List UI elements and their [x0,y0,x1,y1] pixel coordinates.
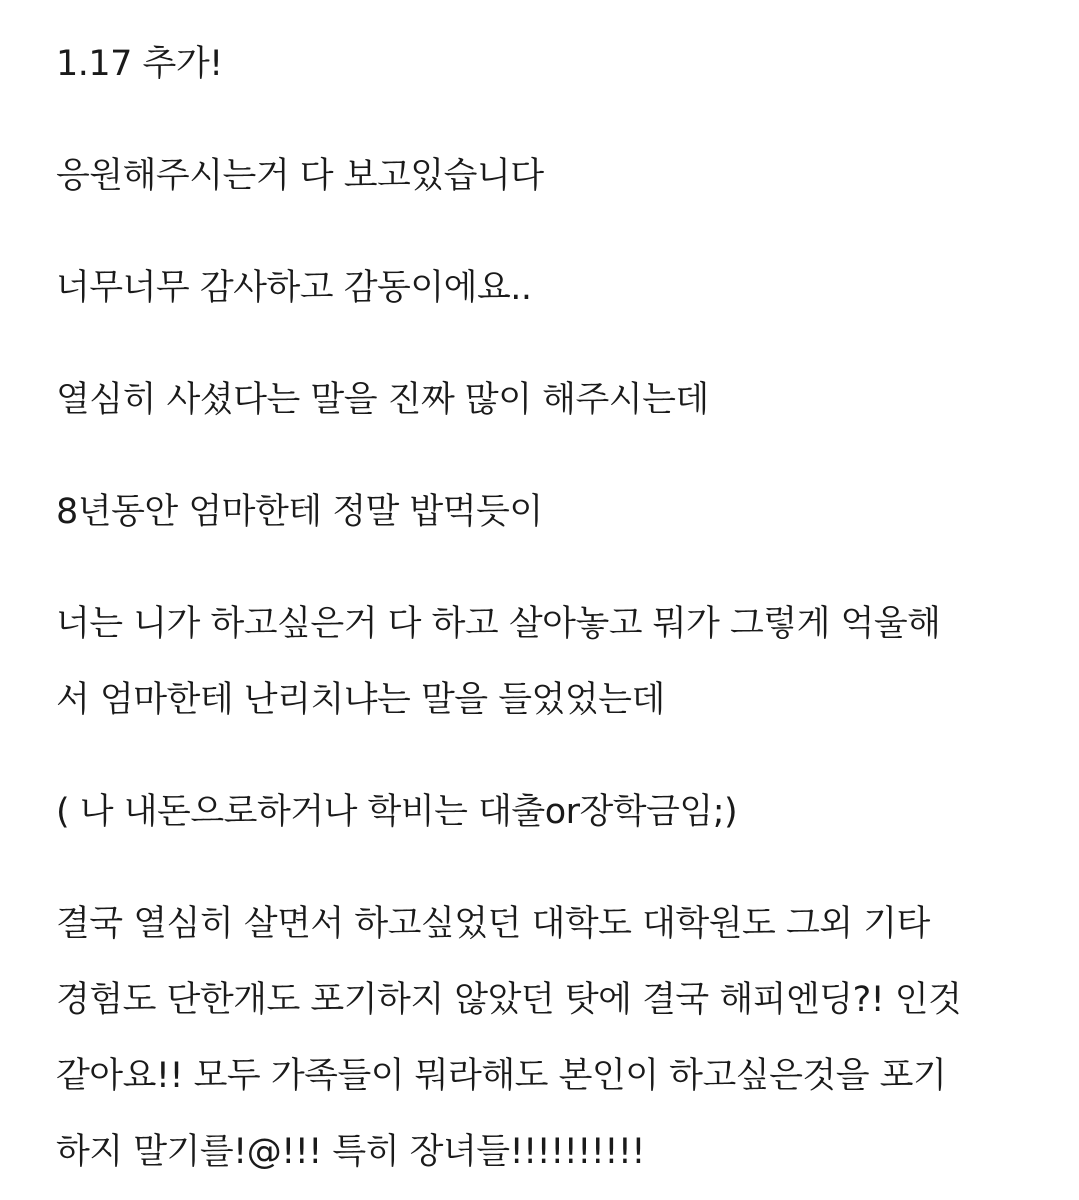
post-line: 8년동안 엄마한테 정말 밥먹듯이 [56,492,543,532]
post-line: 같아요!! 모두 가족들이 뭐라해도 본인이 하고싶은것을 포기 [56,1056,947,1096]
post-line: 경험도 단한개도 포기하지 않았던 탓에 결국 해피엔딩?! 인것 [56,980,962,1020]
post-line: 열심히 사셨다는 말을 진짜 많이 해주시는데 [56,380,709,420]
post-line: 응원해주시는거 다 보고있습니다 [56,156,544,196]
post-line: 너무너무 감사하고 감동이에요.. [56,268,532,308]
post-line: 1.17 추가! [56,44,223,84]
post-line: 서 엄마한테 난리치냐는 말을 들었었는데 [56,680,665,720]
post-line: 하지 말기를!@!!! 특히 장녀들!!!!!!!!!! [56,1132,645,1172]
post-line: 너는 니가 하고싶은거 다 하고 살아놓고 뭐가 그렇게 억울해 [56,604,941,644]
post-line: 결국 열심히 살면서 하고싶었던 대학도 대학원도 그외 기타 [56,904,930,944]
post-line: ( 나 내돈으로하거나 학비는 대출or장학금임;) [56,792,738,832]
